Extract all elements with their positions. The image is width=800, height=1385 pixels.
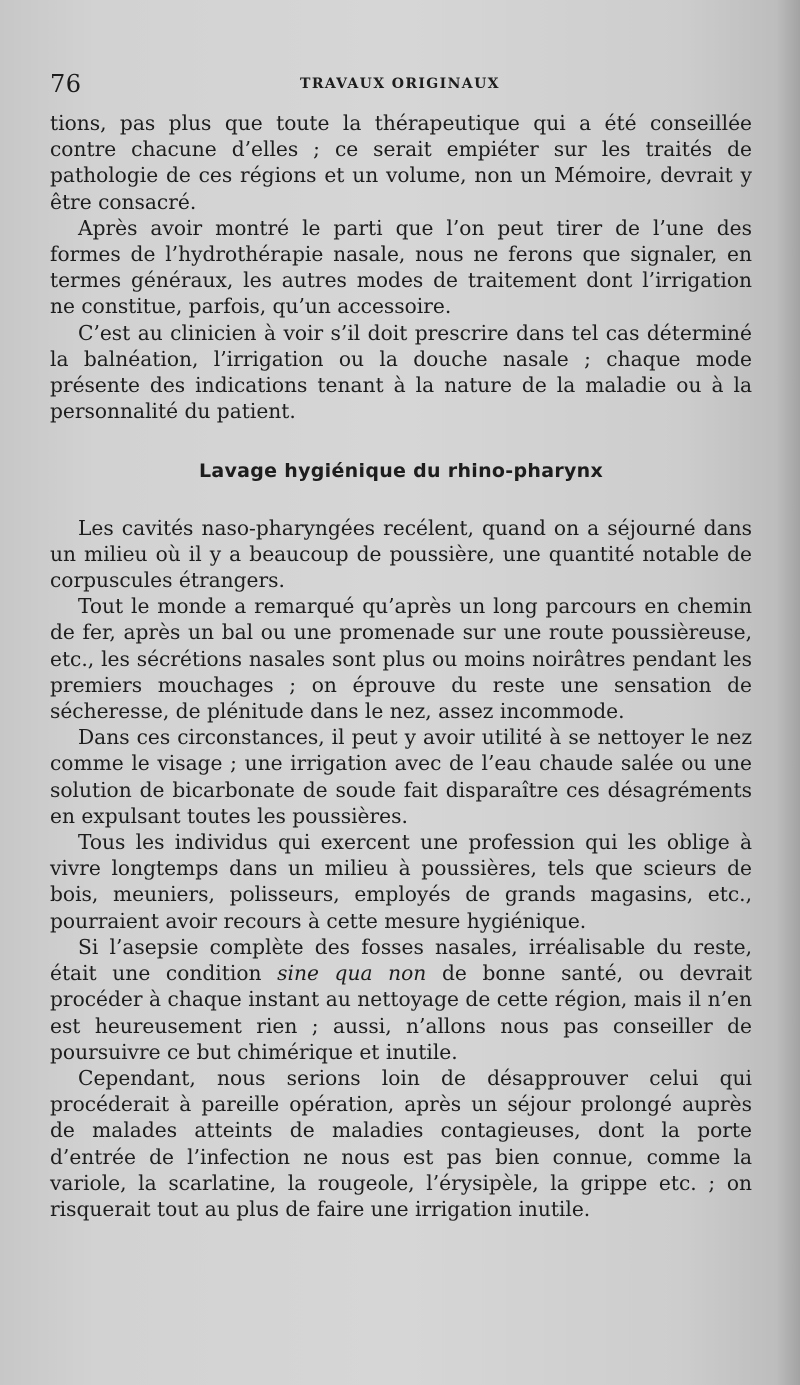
paragraph-4: Les cavités naso-pharyngées recélent, quand on a séjourné dans un milieu où il y a beaucoup de poussière, une quantité notable de corpuscules étrangers. — [50, 515, 752, 593]
section-heading: Lavage hygiénique du rhino-pharynx — [198, 460, 604, 483]
paragraph-2: Après avoir montré le parti que l’on peut tirer de l’une des formes de l’hydrothérapie nasale, nous ne ferons que signaler, en termes généraux, les autres modes de traitement dont l’irrigation ne constitue, parfois, qu’un accessoire. — [50, 215, 752, 319]
body-text — [50, 110, 752, 1222]
paragraph-6: Dans ces circonstances, il peut y avoir utilité à se nettoyer le nez comme le visage ; une irrigation avec de l’eau chaude salée ou une solution de bicarbonate de soude fait disparaître ces désagréments en expulsant toutes les poussières. — [50, 725, 752, 828]
paragraph-9: Cependant, nous serions loin de désapprouver celui qui procéderait à pareille opération, après un séjour prolongé auprès de malades atteints de maladies contagieuses, dont la porte d’entrée de l’infection ne nous est pas bien connue, comme la variole, la scarlatine, la rougeole, l’érysipèle, la grippe etc. ; on risquerait tout au plus de faire une irrigation inutile. — [50, 1065, 752, 1221]
paragraph-8-text-a: Si l’asepsie complète des fosses nasales, irréalisable du reste, était une condition — [50, 934, 752, 986]
latin-phrase: sine qua non — [277, 961, 427, 986]
paragraph-7: Tous les individus qui exercent une profession qui les oblige à vivre longtemps dans un milieu à poussières, tels que scieurs de bois, meuniers, polisseurs, employés de grands magasins, etc., pourraient avoir recours à cette mesure hygiénique. — [50, 830, 752, 933]
paragraph-3: C’est au clinicien à voir s’il doit prescrire dans tel cas déterminé la balnéation, l’irrigation ou la douche nasale ; chaque mode présente des indications tenant à la nature de la maladie ou à la personnalité du patient. — [50, 320, 752, 424]
paragraph-8-text-b: de bonne santé, ou devrait procéder à chaque instant au nettoyage de cette région, mais il n’en est heureusement rien ; aussi, n’allons nous pas conseiller de poursuivre ce but chimérique et inutile. — [50, 961, 753, 1064]
scan-edge-shadow — [776, 0, 800, 1385]
paragraph-1: tions, pas plus que toute la thérapeutique qui a été conseillée contre chacune d’elles ; ce serait empiéter sur les traités de pathologie de ces régions et un volume, non un Mémoire, devrait y être consacré. — [50, 111, 752, 214]
paragraph-8 — [50, 934, 752, 1065]
running-head: TRAVAUX ORIGINAUX — [300, 76, 500, 92]
paragraph-5: Tout le monde a remarqué qu’après un long parcours en chemin de fer, après un bal ou une promenade sur une route poussièreuse, etc., les sécrétions nasales sont plus ou moins noirâtres pendant les premiers mouchages ; on éprouve du reste une sensation de sécheresse, de plénitude dans le nez, assez incommode. — [50, 594, 752, 724]
page-number: 76 — [50, 70, 82, 98]
